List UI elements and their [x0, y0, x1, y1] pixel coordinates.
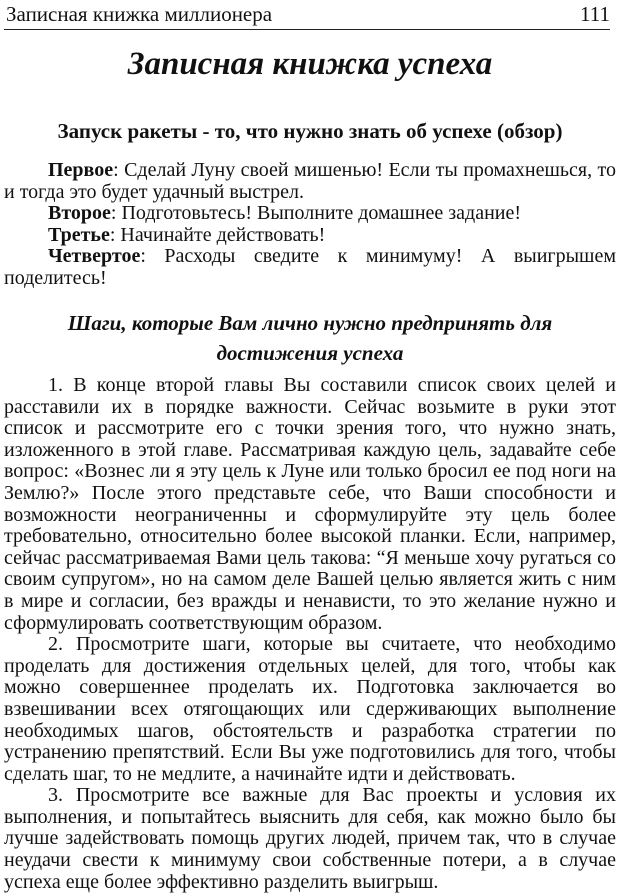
- step-label: Второе: [48, 202, 111, 225]
- step-text: : Сделай Луну своей мишенью! Если ты промахнешься, то и тогда это будет удачный выстрел.: [4, 159, 616, 203]
- step-text: : Расходы сведите к минимуму! А выигрышем поделитесь!: [4, 245, 616, 289]
- paragraph: 3. Просмотрите все важные для Вас проекты и условия их выполнения, и попытайтесь выяснить для себя, как можно было бы лучше задействовать помощь других людей, причем так, что в случае неудачи свести к минимуму свои собственные потери, а в случае успеха еще более эффективно разделить выигрыш.: [4, 784, 616, 893]
- page-number: 111: [580, 2, 610, 26]
- running-header: [6, 0, 610, 28]
- step-label: Четвертое: [48, 245, 141, 268]
- steps-summary: [4, 160, 616, 290]
- running-header-title: Записная книжка миллионера: [6, 2, 273, 26]
- step-first: [4, 160, 616, 203]
- step-label: Первое: [48, 159, 114, 181]
- body-text: [4, 375, 616, 893]
- paragraph: 2. Просмотрите шаги, которые вы считаете, что необходимо проделать для достижения отдельных целей, для того, чтобы как можно совершеннее проделать их. Подготовка заключается во взвешивании всех отягощающих или сдерживающих выполнение необходимых шагов, обстоятельств и разработка стратегии по устранению препятствий. Если Вы уже подготовились для того, чтобы сделать шаг, то не медлите, а начинайте идти и действовать.: [4, 633, 616, 785]
- step-label: Третье: [48, 223, 110, 246]
- step-text: : Начинайте действовать!: [109, 223, 326, 246]
- header-rule: [4, 29, 610, 30]
- step-fourth: [4, 246, 616, 289]
- step-second: [4, 203, 616, 225]
- step-text: : Подготовьтесь! Выполните домашнее задание!: [110, 202, 522, 225]
- subsection-heading: Шаги, которые Вам лично нужно предпринять для достижения успеха: [67, 311, 553, 365]
- step-third: [4, 225, 616, 247]
- section-heading: Запуск ракеты - то, что нужно знать об успехе (обзор): [57, 119, 563, 143]
- chapter-title: Записная книжка успеха: [127, 46, 493, 82]
- paragraph: 1. В конце второй главы Вы составили список своих целей и расставили их в порядке важности. Сейчас возьмите в руки этот список и рассмотрите его с точки зрения того, что нужно знать, изложенного в этой главе. Рассматривая каждую цель, задавайте себе вопрос: «Вознес ли я эту цель к Луне или только бросил ее под ноги на Землю?» После этого представьте себе, что Ваши способности и возможности неограниченны и сформулируйте эту цель более требовательно, относительно более высокой планки. Если, например, сейчас рассматриваемая Вами цель такова: “Я меньше хочу ругаться со своим супругом», но на самом деле Вашей целью является жить с ним в мире и согласии, без вражды и ненависти, то это желание нужно и сформулировать соответствующим образом.: [4, 374, 616, 634]
